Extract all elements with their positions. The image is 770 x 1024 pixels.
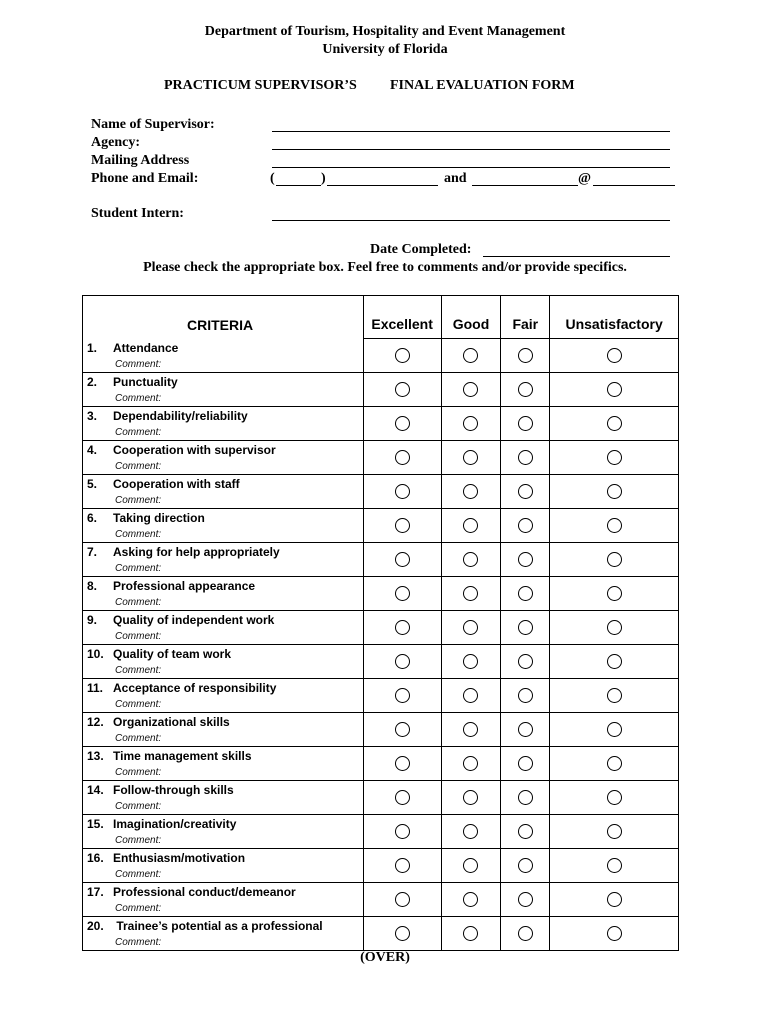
rating-cell-excellent [363, 882, 441, 916]
comment-field[interactable]: Comment: [83, 902, 364, 917]
comment-field[interactable]: Comment: [83, 494, 364, 509]
rating-cell-good [441, 814, 501, 848]
rating-radio-good[interactable] [463, 926, 478, 941]
criteria-label [83, 848, 364, 868]
rating-radio-unsatisfactory[interactable] [607, 688, 622, 703]
rating-cell-fair [501, 542, 550, 576]
rating-radio-unsatisfactory[interactable] [607, 790, 622, 805]
criteria-row [83, 916, 679, 936]
criteria-number: 11. [87, 681, 104, 695]
rating-radio-unsatisfactory[interactable] [607, 756, 622, 771]
rating-cell-excellent [363, 542, 441, 576]
criteria-number: 6. [87, 511, 98, 525]
rating-cell-good [441, 542, 501, 576]
rating-radio-excellent[interactable] [395, 722, 410, 737]
criteria-row [83, 712, 679, 732]
comment-field[interactable]: Comment: [83, 698, 364, 713]
rating-cell-unsatisfactory [550, 712, 679, 746]
rating-radio-good[interactable] [463, 382, 478, 397]
rating-radio-fair[interactable] [518, 722, 533, 737]
phone-area-code-field[interactable] [276, 185, 321, 186]
rating-radio-excellent[interactable] [395, 892, 410, 907]
rating-cell-fair [501, 440, 550, 474]
rating-cell-good [441, 712, 501, 746]
rating-radio-excellent[interactable] [395, 552, 410, 567]
supervisor-field[interactable] [272, 131, 670, 132]
comment-field[interactable]: Comment: [83, 630, 364, 645]
rating-radio-good[interactable] [463, 654, 478, 669]
rating-radio-good[interactable] [463, 518, 478, 533]
comment-field[interactable]: Comment: [83, 834, 364, 849]
criteria-row [83, 644, 679, 664]
rating-cell-good [441, 644, 501, 678]
criteria-text: Cooperation with staff [113, 477, 240, 491]
criteria-text: Punctuality [113, 375, 178, 389]
rating-radio-good[interactable] [463, 552, 478, 567]
rating-cell-good [441, 848, 501, 882]
rating-cell-excellent [363, 440, 441, 474]
rating-cell-fair [501, 339, 550, 373]
rating-radio-fair[interactable] [518, 790, 533, 805]
rating-cell-excellent [363, 644, 441, 678]
criteria-row [83, 339, 679, 358]
email-user-field[interactable] [472, 185, 578, 186]
rating-radio-excellent[interactable] [395, 926, 410, 941]
criteria-label [83, 678, 364, 698]
rating-radio-fair[interactable] [518, 552, 533, 567]
rating-radio-fair[interactable] [518, 348, 533, 363]
criteria-text: Taking direction [113, 511, 205, 525]
criteria-text: Organizational skills [113, 715, 230, 729]
rating-cell-fair [501, 406, 550, 440]
rating-cell-good [441, 474, 501, 508]
criteria-label [83, 474, 364, 494]
mailing-address-label: Mailing Address [91, 153, 190, 168]
comment-field[interactable]: Comment: [83, 460, 364, 475]
phone-close-paren: ) [321, 171, 326, 186]
rating-cell-good [441, 372, 501, 406]
rating-cell-fair [501, 474, 550, 508]
rating-cell-good [441, 576, 501, 610]
rating-cell-unsatisfactory [550, 848, 679, 882]
rating-radio-good[interactable] [463, 756, 478, 771]
evaluation-rows [83, 339, 679, 951]
date-completed-field[interactable] [483, 256, 670, 257]
rating-cell-excellent [363, 474, 441, 508]
supervisor-label: Name of Supervisor: [91, 117, 215, 132]
criteria-row [83, 372, 679, 392]
rating-radio-unsatisfactory[interactable] [607, 552, 622, 567]
criteria-text: Acceptance of responsibility [113, 681, 277, 695]
criteria-label [83, 406, 364, 426]
rating-radio-excellent[interactable] [395, 824, 410, 839]
rating-cell-fair [501, 916, 550, 950]
criteria-text: Enthusiasm/motivation [113, 851, 246, 865]
rating-cell-unsatisfactory [550, 508, 679, 542]
rating-radio-fair[interactable] [518, 858, 533, 873]
rating-cell-fair [501, 780, 550, 814]
university-name: University of Florida [322, 42, 448, 57]
criteria-number: 5. [87, 477, 98, 491]
rating-cell-unsatisfactory [550, 678, 679, 712]
rating-cell-fair [501, 712, 550, 746]
comment-field[interactable]: Comment: [83, 732, 364, 747]
rating-radio-good[interactable] [463, 790, 478, 805]
column-good: Good [441, 296, 501, 339]
rating-radio-fair[interactable] [518, 688, 533, 703]
rating-radio-fair[interactable] [518, 926, 533, 941]
criteria-label [83, 916, 364, 936]
rating-cell-excellent [363, 610, 441, 644]
column-excellent: Excellent [363, 296, 441, 339]
column-fair: Fair [501, 296, 550, 339]
criteria-label [83, 339, 364, 358]
criteria-row [83, 746, 679, 766]
rating-radio-unsatisfactory[interactable] [607, 620, 622, 635]
comment-field[interactable]: Comment: [83, 868, 364, 883]
criteria-text: Asking for help appropriately [113, 545, 280, 559]
criteria-label [83, 746, 364, 766]
rating-cell-fair [501, 678, 550, 712]
rating-radio-excellent[interactable] [395, 586, 410, 601]
rating-cell-good [441, 882, 501, 916]
criteria-row [83, 542, 679, 562]
email-domain-field[interactable] [593, 185, 675, 186]
rating-radio-excellent[interactable] [395, 450, 410, 465]
rating-cell-good [441, 440, 501, 474]
criteria-label [83, 814, 364, 834]
criteria-number: 14. [87, 783, 104, 797]
rating-cell-excellent [363, 339, 441, 373]
department-name: Department of Tourism, Hospitality and Event Management [204, 24, 566, 39]
rating-radio-excellent[interactable] [395, 518, 410, 533]
criteria-number: 13. [87, 749, 104, 763]
criteria-row [83, 882, 679, 902]
rating-radio-excellent[interactable] [395, 484, 410, 499]
rating-cell-excellent [363, 746, 441, 780]
rating-radio-excellent[interactable] [395, 620, 410, 635]
comment-field[interactable]: Comment: [83, 426, 364, 441]
student-intern-field[interactable] [272, 220, 670, 221]
rating-radio-fair[interactable] [518, 450, 533, 465]
criteria-label [83, 712, 364, 732]
rating-radio-excellent[interactable] [395, 348, 410, 363]
criteria-row [83, 440, 679, 460]
rating-radio-fair[interactable] [518, 416, 533, 431]
rating-cell-good [441, 780, 501, 814]
rating-radio-excellent[interactable] [395, 858, 410, 873]
criteria-text: Dependability/reliability [113, 409, 248, 423]
criteria-number: 20. [87, 919, 104, 933]
rating-cell-fair [501, 814, 550, 848]
rating-radio-good[interactable] [463, 892, 478, 907]
rating-cell-unsatisfactory [550, 610, 679, 644]
rating-cell-unsatisfactory [550, 339, 679, 373]
criteria-row [83, 610, 679, 630]
rating-radio-good[interactable] [463, 450, 478, 465]
rating-radio-excellent[interactable] [395, 790, 410, 805]
rating-radio-good[interactable] [463, 620, 478, 635]
rating-radio-good[interactable] [463, 484, 478, 499]
rating-radio-unsatisfactory[interactable] [607, 892, 622, 907]
rating-cell-unsatisfactory [550, 916, 679, 950]
criteria-label [83, 440, 364, 460]
criteria-text: Professional appearance [113, 579, 256, 593]
rating-cell-good [441, 339, 501, 373]
rating-cell-excellent [363, 814, 441, 848]
criteria-text: Cooperation with supervisor [113, 443, 276, 457]
rating-cell-excellent [363, 576, 441, 610]
rating-cell-excellent [363, 848, 441, 882]
rating-cell-excellent [363, 508, 441, 542]
rating-radio-unsatisfactory[interactable] [607, 926, 622, 941]
rating-radio-fair[interactable] [518, 518, 533, 533]
rating-cell-fair [501, 610, 550, 644]
criteria-number: 12. [87, 715, 104, 729]
rating-radio-unsatisfactory[interactable] [607, 518, 622, 533]
rating-cell-unsatisfactory [550, 746, 679, 780]
rating-radio-good[interactable] [463, 722, 478, 737]
rating-cell-unsatisfactory [550, 440, 679, 474]
phone-open-paren: ( [270, 171, 275, 186]
comment-field[interactable]: Comment: [83, 664, 364, 679]
rating-radio-unsatisfactory[interactable] [607, 450, 622, 465]
criteria-text: Quality of team work [113, 647, 232, 661]
comment-field[interactable]: Comment: [83, 936, 364, 951]
criteria-label [83, 576, 364, 596]
criteria-row [83, 474, 679, 494]
rating-cell-good [441, 508, 501, 542]
criteria-row [83, 780, 679, 800]
rating-radio-unsatisfactory[interactable] [607, 382, 622, 397]
criteria-label [83, 780, 364, 800]
rating-radio-unsatisfactory[interactable] [607, 858, 622, 873]
rating-radio-unsatisfactory[interactable] [607, 484, 622, 499]
criteria-number: 2. [87, 375, 98, 389]
rating-cell-fair [501, 576, 550, 610]
evaluation-table [82, 295, 679, 951]
criteria-number: 8. [87, 579, 98, 593]
comment-field[interactable]: Comment: [83, 800, 364, 815]
rating-cell-good [441, 678, 501, 712]
rating-radio-fair[interactable] [518, 484, 533, 499]
rating-cell-fair [501, 644, 550, 678]
rating-radio-unsatisfactory[interactable] [607, 348, 622, 363]
rating-radio-good[interactable] [463, 858, 478, 873]
criteria-text: Quality of independent work [113, 613, 275, 627]
column-unsatisfactory: Unsatisfactory [550, 296, 679, 339]
rating-cell-fair [501, 508, 550, 542]
over-note: (OVER) [360, 950, 410, 965]
rating-cell-fair [501, 882, 550, 916]
rating-radio-excellent[interactable] [395, 756, 410, 771]
criteria-row [83, 814, 679, 834]
criteria-text: Time management skills [113, 749, 252, 763]
student-intern-label: Student Intern: [91, 206, 184, 221]
table-header-row [83, 296, 679, 339]
criteria-text: Imagination/creativity [113, 817, 237, 831]
rating-cell-good [441, 610, 501, 644]
rating-cell-unsatisfactory [550, 474, 679, 508]
rating-radio-unsatisfactory[interactable] [607, 824, 622, 839]
rating-radio-excellent[interactable] [395, 688, 410, 703]
criteria-number: 4. [87, 443, 98, 457]
rating-cell-unsatisfactory [550, 406, 679, 440]
rating-radio-fair[interactable] [518, 756, 533, 771]
rating-cell-excellent [363, 678, 441, 712]
rating-radio-good[interactable] [463, 688, 478, 703]
agency-label: Agency: [91, 135, 140, 150]
criteria-number: 7. [87, 545, 98, 559]
rating-radio-excellent[interactable] [395, 382, 410, 397]
rating-radio-fair[interactable] [518, 586, 533, 601]
rating-radio-fair[interactable] [518, 892, 533, 907]
rating-cell-unsatisfactory [550, 542, 679, 576]
comment-field[interactable]: Comment: [83, 766, 364, 781]
rating-cell-unsatisfactory [550, 576, 679, 610]
rating-cell-fair [501, 848, 550, 882]
rating-cell-unsatisfactory [550, 882, 679, 916]
rating-radio-excellent[interactable] [395, 654, 410, 669]
criteria-label [83, 372, 364, 392]
rating-cell-unsatisfactory [550, 780, 679, 814]
at-sign: @ [578, 171, 592, 186]
rating-radio-unsatisfactory[interactable] [607, 722, 622, 737]
rating-cell-unsatisfactory [550, 814, 679, 848]
rating-cell-excellent [363, 712, 441, 746]
agency-field[interactable] [272, 149, 670, 150]
criteria-text: Professional conduct/demeanor [113, 885, 296, 899]
rating-radio-good[interactable] [463, 824, 478, 839]
rating-radio-fair[interactable] [518, 620, 533, 635]
criteria-text: Attendance [113, 341, 179, 355]
rating-radio-unsatisfactory[interactable] [607, 416, 622, 431]
comment-field[interactable]: Comment: [83, 596, 364, 611]
criteria-row [83, 508, 679, 528]
criteria-row [83, 678, 679, 698]
comment-field[interactable]: Comment: [83, 392, 364, 407]
and-text: and [444, 171, 467, 186]
rating-cell-excellent [363, 406, 441, 440]
phone-number-field[interactable] [327, 185, 438, 186]
criteria-label [83, 610, 364, 630]
rating-radio-fair[interactable] [518, 824, 533, 839]
rating-radio-fair[interactable] [518, 382, 533, 397]
criteria-label [83, 508, 364, 528]
criteria-row [83, 576, 679, 596]
criteria-row [83, 406, 679, 426]
criteria-text: Trainee’s potential as a professional [113, 919, 323, 933]
rating-radio-fair[interactable] [518, 654, 533, 669]
phone-email-label: Phone and Email: [91, 171, 199, 186]
criteria-label [83, 542, 364, 562]
rating-cell-unsatisfactory [550, 372, 679, 406]
criteria-label [83, 882, 364, 902]
rating-cell-excellent [363, 780, 441, 814]
form-title-left: PRACTICUM SUPERVISOR’S [164, 78, 357, 93]
criteria-number: 17. [87, 885, 104, 899]
rating-cell-good [441, 916, 501, 950]
criteria-number: 1. [87, 341, 98, 355]
rating-radio-good[interactable] [463, 416, 478, 431]
rating-cell-fair [501, 372, 550, 406]
criteria-number: 16. [87, 851, 104, 865]
rating-radio-excellent[interactable] [395, 416, 410, 431]
comment-field[interactable]: Comment: [83, 358, 364, 373]
rating-cell-fair [501, 746, 550, 780]
comment-field[interactable]: Comment: [83, 562, 364, 577]
comment-field[interactable]: Comment: [83, 528, 364, 543]
rating-cell-excellent [363, 372, 441, 406]
rating-cell-good [441, 746, 501, 780]
criteria-number: 9. [87, 613, 98, 627]
instructions: Please check the appropriate box. Feel free to comments and/or provide specifics. [143, 260, 627, 275]
date-completed-label: Date Completed: [370, 242, 472, 257]
criteria-header: CRITERIA [83, 296, 364, 339]
criteria-label [83, 644, 364, 664]
criteria-number: 10. [87, 647, 104, 661]
mailing-address-field[interactable] [272, 167, 670, 168]
criteria-number: 3. [87, 409, 98, 423]
rating-radio-good[interactable] [463, 586, 478, 601]
criteria-text: Follow-through skills [113, 783, 234, 797]
rating-cell-unsatisfactory [550, 644, 679, 678]
rating-radio-unsatisfactory[interactable] [607, 654, 622, 669]
rating-cell-good [441, 406, 501, 440]
criteria-row [83, 848, 679, 868]
rating-radio-good[interactable] [463, 348, 478, 363]
rating-cell-excellent [363, 916, 441, 950]
criteria-number: 15. [87, 817, 104, 831]
rating-radio-unsatisfactory[interactable] [607, 586, 622, 601]
form-title-right: FINAL EVALUATION FORM [390, 78, 575, 93]
